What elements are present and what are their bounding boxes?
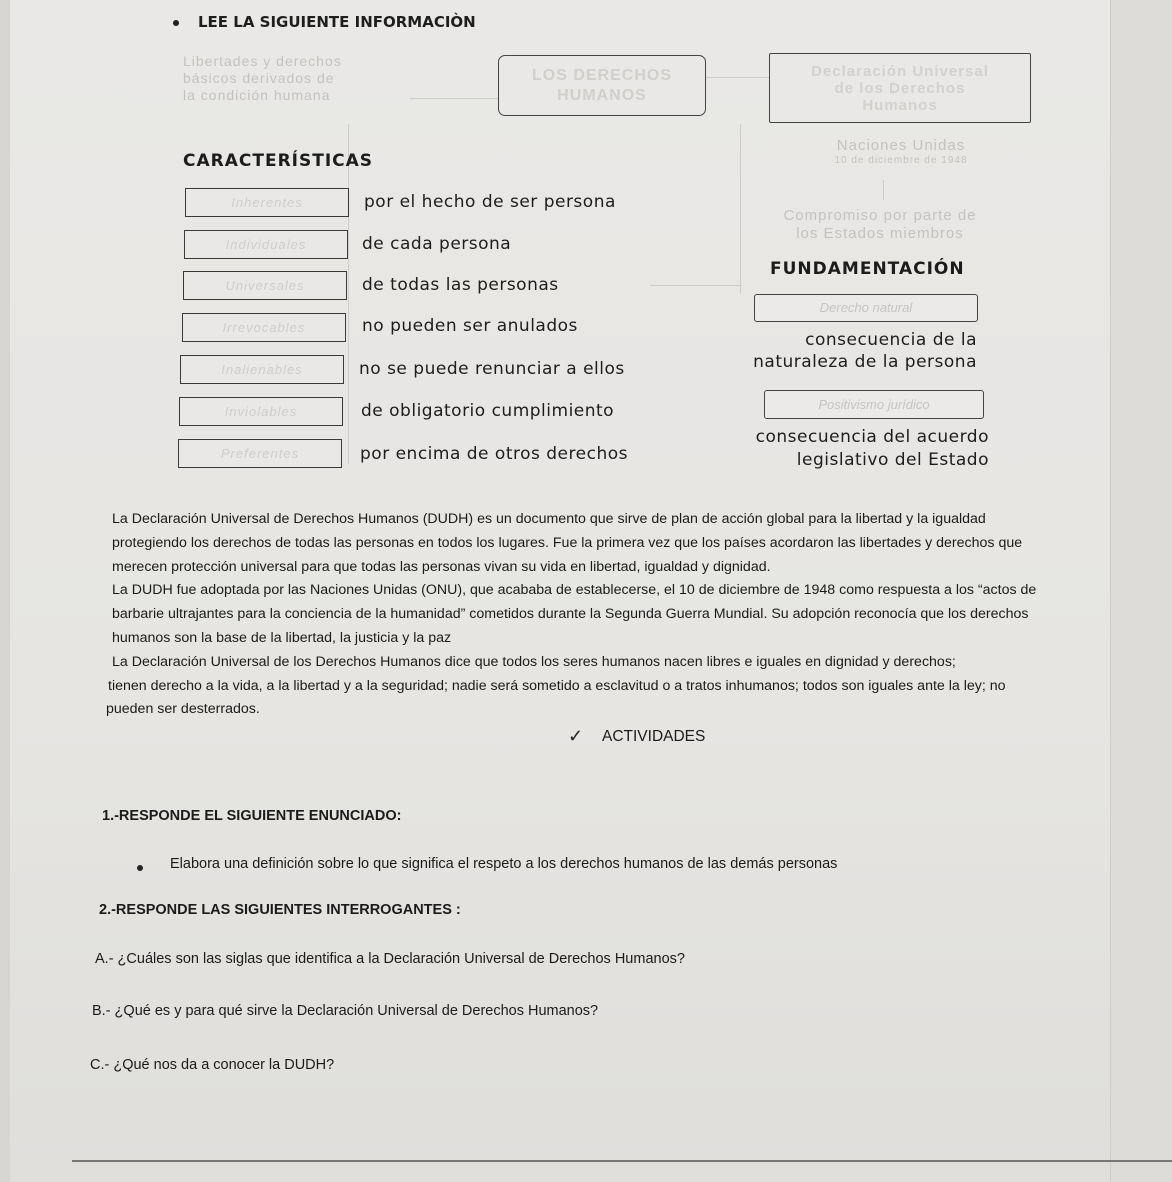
question-2c: C.- ¿Qué nos da a conocer la DUDH? bbox=[90, 1057, 335, 1073]
paragraph-line: barbarie ultrajantes para la conciencia de la humanidad” cometidos durante la Segunda Guerra Mundial. Su adopción reconocía que los derechos bbox=[112, 606, 1029, 623]
structure-line bbox=[650, 285, 742, 286]
caracteristicas-title: CARACTERÍSTICAS bbox=[183, 151, 374, 171]
characteristic-desc: no se puede renunciar a ellos bbox=[359, 359, 625, 379]
characteristic-term-box: Inviolables bbox=[179, 397, 343, 426]
declaracion-line: Declaración Universal bbox=[811, 62, 989, 80]
paragraph-line: La Declaración Universal de Derechos Humanos (DUDH) es un documento que sirve de plan de acción global para la libertad y la igualdad bbox=[112, 511, 986, 527]
question-2b: B.- ¿Qué es y para qué sirve la Declaración Universal de Derechos Humanos? bbox=[92, 1003, 599, 1019]
positivismo-box: Positivismo jurídico bbox=[764, 390, 984, 419]
question-2a: A.- ¿Cuáles son las siglas que identifica a la Declaración Universal de Derechos Humanos? bbox=[95, 951, 685, 967]
paragraph-line: tienen derecho a la vida, a la libertad y a la seguridad; nadie será sometido a esclavitud o a tratos inhumanos; todos son iguales ante la ley; no bbox=[108, 677, 1006, 694]
question-2-heading: 2.-RESPONDE LAS SIGUIENTES INTERROGANTES : bbox=[99, 902, 461, 918]
positivismo-desc-line: legislativo del Estado bbox=[796, 450, 989, 470]
libertades-line: básicos derivados de bbox=[183, 70, 335, 86]
derecho-natural-box: Derecho natural bbox=[754, 294, 978, 322]
declaracion-line: Humanos bbox=[862, 96, 938, 114]
libertades-line: Libertades y derechos bbox=[183, 53, 342, 69]
connector-line bbox=[410, 98, 498, 99]
structure-line bbox=[740, 124, 741, 294]
declaracion-line: de los Derechos bbox=[834, 79, 966, 97]
activities-title: ACTIVIDADES bbox=[602, 728, 706, 745]
compromiso-line: los Estados miembros bbox=[796, 225, 964, 242]
characteristic-desc: de obligatorio cumplimiento bbox=[361, 401, 615, 421]
characteristic-desc: de todas las personas bbox=[362, 275, 559, 295]
characteristic-term-box: Inalienables bbox=[180, 355, 344, 384]
characteristic-term-box: Preferentes bbox=[178, 439, 342, 468]
page-bottom-line bbox=[72, 1160, 1172, 1162]
natural-desc-line: consecuencia de la bbox=[805, 330, 977, 350]
page-edge bbox=[1110, 0, 1172, 1182]
characteristic-desc: de cada persona bbox=[362, 234, 512, 254]
structure-line bbox=[348, 124, 349, 464]
question-1-item: Elabora una definición sobre lo que significa el respeto a los derechos humanos de las demás personas bbox=[170, 856, 838, 872]
center-line: HUMANOS bbox=[557, 86, 647, 104]
fundamentacion-title: FUNDAMENTACIÓN bbox=[770, 259, 965, 279]
dudh-text-block bbox=[106, 508, 1112, 722]
check-icon: ✓ bbox=[568, 726, 584, 746]
naciones-line: Naciones Unidas bbox=[836, 137, 966, 154]
connector-line bbox=[883, 180, 884, 200]
paragraph-line: pueden ser desterrados. bbox=[106, 701, 260, 718]
libertades-line: la condición humana bbox=[183, 87, 331, 103]
bullet-icon bbox=[173, 20, 179, 26]
paragraph-line: protegiendo los derechos de todas las personas en todos los lugares. Fue la primera vez que los países acordaron las libertades y derechos que bbox=[112, 534, 1023, 551]
naciones-date: 10 de diciembre de 1948 bbox=[834, 155, 968, 166]
libertades-text bbox=[183, 53, 443, 104]
page-title: LEE LA SIGUIENTE INFORMACIÒN bbox=[198, 13, 476, 31]
characteristic-term-box: Individuales bbox=[184, 230, 348, 259]
characteristic-desc: no pueden ser anulados bbox=[362, 316, 578, 336]
paragraph-line: La DUDH fue adoptada por las Naciones Unidas (ONU), que acababa de establecerse, el 10 de diciembre de 1948 como respuesta a los “actos de bbox=[112, 582, 1037, 599]
characteristic-term-box: Irrevocables bbox=[182, 313, 346, 342]
derechos-humanos-box bbox=[498, 55, 706, 116]
natural-desc-line: naturaleza de la persona bbox=[753, 352, 977, 372]
characteristic-term-box: Inherentes bbox=[185, 188, 349, 217]
compromiso-text bbox=[730, 207, 1030, 243]
bullet-icon bbox=[137, 865, 143, 871]
naciones-text bbox=[770, 137, 1032, 168]
question-1-heading: 1.-RESPONDE EL SIGUIENTE ENUNCIADO: bbox=[102, 808, 402, 824]
characteristic-desc: por encima de otros derechos bbox=[360, 444, 628, 464]
paragraph-line: merecen protección universal para que todas las personas vivan su vida en libertad, igualdad y dignidad. bbox=[112, 558, 771, 575]
positivismo-desc-line: consecuencia del acuerdo bbox=[755, 427, 989, 447]
characteristic-desc: por el hecho de ser persona bbox=[364, 192, 616, 212]
paragraph-line: La Declaración Universal de los Derechos Humanos dice que todos los seres humanos nacen libres e iguales en dignidad y derechos; bbox=[112, 653, 956, 670]
paragraph-line: humanos son la base de la libertad, la justicia y la paz bbox=[112, 629, 452, 646]
characteristic-term-box: Universales bbox=[183, 271, 347, 300]
compromiso-line: Compromiso por parte de bbox=[783, 207, 977, 224]
declaracion-box bbox=[769, 53, 1031, 123]
center-line: LOS DERECHOS bbox=[531, 66, 672, 84]
connector-line bbox=[706, 77, 770, 78]
